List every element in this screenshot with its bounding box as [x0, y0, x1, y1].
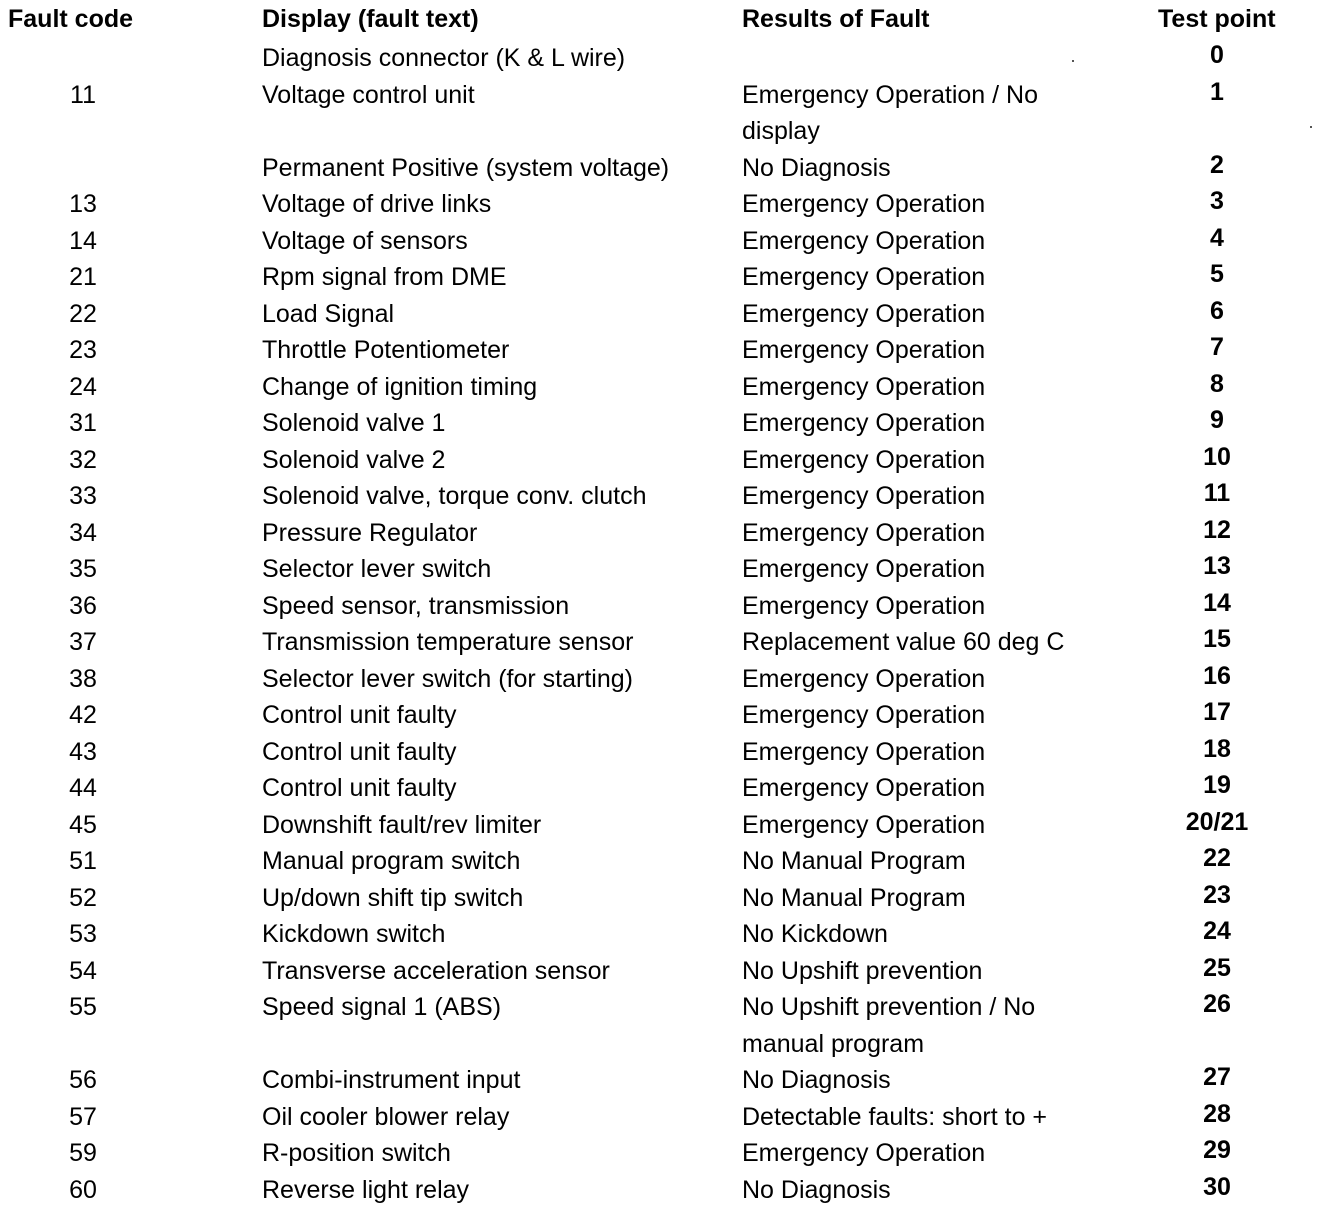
- fault-code-cell: 38: [69, 664, 97, 693]
- display-text-cell: Control unit faulty: [262, 774, 457, 802]
- test-point-cell: 30: [1203, 1172, 1231, 1201]
- result-cell: Emergency Operation: [742, 226, 986, 255]
- display-text-cell: Solenoid valve, torque conv. clutch: [262, 482, 647, 510]
- display-text-cell: Manual program switch: [262, 847, 521, 875]
- fault-code-cell: 51: [69, 847, 97, 875]
- display-text-cell: Downshift fault/rev limiter: [262, 810, 542, 839]
- table-header: [0, 4, 1328, 38]
- test-point-cell: 3: [1210, 187, 1224, 215]
- test-point-cell: 18: [1203, 734, 1231, 763]
- table-row: [0, 1172, 1328, 1208]
- test-point-cell: 15: [1203, 625, 1231, 653]
- display-text-cell: Solenoid valve 1: [262, 409, 446, 437]
- fault-code-cell: 42: [69, 701, 97, 729]
- table-row: [0, 807, 1328, 844]
- result-cell: Emergency Operation: [742, 518, 986, 547]
- table-row: [0, 40, 1328, 77]
- table-row: [0, 332, 1328, 369]
- display-text-cell: Oil cooler blower relay: [262, 1102, 510, 1131]
- test-point-cell: 25: [1203, 953, 1231, 982]
- table-row: [0, 296, 1328, 333]
- display-text-cell: Speed signal 1 (ABS): [262, 993, 502, 1021]
- table-row: [0, 259, 1328, 296]
- table-row: [0, 661, 1328, 698]
- table-row: [0, 770, 1328, 807]
- result-cell: Emergency Operation: [742, 1139, 986, 1167]
- table-row: [0, 551, 1328, 588]
- header-display: Display (fault text): [262, 5, 479, 33]
- test-point-cell: 7: [1210, 333, 1224, 361]
- fault-code-cell: 54: [69, 956, 97, 985]
- test-point-cell: 13: [1203, 552, 1231, 580]
- table-row: [0, 843, 1328, 880]
- fault-code-cell: 55: [69, 993, 97, 1021]
- result-cell: No Diagnosis: [742, 1066, 891, 1094]
- fault-code-cell: 60: [69, 1175, 97, 1204]
- display-text-cell: Transverse acceleration sensor: [262, 956, 610, 985]
- result-cell: Emergency Operation: [742, 737, 986, 766]
- test-point-cell: 1: [1210, 77, 1224, 106]
- test-point-cell: 0: [1210, 41, 1224, 69]
- fault-code-cell: 21: [69, 263, 97, 291]
- result-cell: Emergency Operation: [742, 482, 986, 510]
- result-cell: No Upshift prevention: [742, 956, 983, 985]
- test-point-cell: 27: [1203, 1063, 1231, 1091]
- test-point-cell: 8: [1210, 369, 1224, 398]
- fault-code-cell: 59: [69, 1139, 97, 1167]
- table-row: [0, 405, 1328, 442]
- result-cell: Emergency Operation / No display: [742, 80, 1038, 145]
- scan-speck: [1072, 60, 1074, 62]
- test-point-cell: 16: [1203, 661, 1231, 690]
- test-point-cell: 17: [1203, 698, 1231, 726]
- display-text-cell: Permanent Positive (system voltage): [262, 153, 670, 182]
- display-text-cell: Speed sensor, transmission: [262, 591, 570, 620]
- result-cell: Emergency Operation: [742, 701, 986, 729]
- fault-code-cell: 24: [69, 372, 97, 401]
- test-point-cell: 22: [1203, 844, 1231, 872]
- table-row: [0, 1062, 1328, 1099]
- table-row: [0, 1135, 1328, 1172]
- display-text-cell: Selector lever switch (for starting): [262, 664, 633, 693]
- test-point-cell: 23: [1203, 880, 1231, 909]
- display-text-cell: Control unit faulty: [262, 701, 457, 729]
- test-point-cell: 10: [1203, 442, 1231, 471]
- display-text-cell: Combi-instrument input: [262, 1066, 521, 1094]
- fault-code-cell: 11: [70, 80, 96, 109]
- fault-code-cell: 53: [69, 920, 97, 948]
- result-cell: Emergency Operation: [742, 409, 986, 437]
- test-point-cell: 20/21: [1185, 807, 1249, 836]
- table-row: [0, 77, 1328, 150]
- table-row: [0, 989, 1328, 1062]
- fault-code-cell: 57: [69, 1102, 97, 1131]
- table-row: [0, 515, 1328, 552]
- test-point-cell: 6: [1210, 296, 1224, 325]
- scan-speck: [1310, 126, 1312, 128]
- header-fault-code: Fault code: [8, 5, 134, 33]
- result-cell: No Diagnosis: [742, 1175, 891, 1204]
- table-row: [0, 369, 1328, 406]
- table-row: [0, 953, 1328, 990]
- result-cell: Emergency Operation: [742, 664, 986, 693]
- fault-code-cell: 13: [69, 190, 97, 218]
- display-text-cell: Pressure Regulator: [262, 518, 478, 547]
- table-row: [0, 624, 1328, 661]
- table-row: [0, 916, 1328, 953]
- display-text-cell: Change of ignition timing: [262, 372, 538, 401]
- result-cell: Emergency Operation: [742, 555, 986, 583]
- result-cell: Detectable faults: short to +: [742, 1102, 1048, 1131]
- table-row: [0, 880, 1328, 917]
- fault-code-cell: 31: [69, 409, 97, 437]
- result-cell: Emergency Operation: [742, 336, 986, 364]
- result-cell: Emergency Operation: [742, 372, 986, 401]
- result-cell: Replacement value 60 deg C: [742, 628, 1065, 656]
- test-point-cell: 29: [1203, 1136, 1231, 1164]
- test-point-cell: 28: [1203, 1099, 1231, 1128]
- display-text-cell: Up/down shift tip switch: [262, 883, 524, 912]
- test-point-cell: 19: [1203, 771, 1231, 799]
- header-test-point: Test point: [1158, 5, 1276, 33]
- table-row: [0, 186, 1328, 223]
- result-cell: Emergency Operation: [742, 810, 986, 839]
- test-point-cell: 14: [1203, 588, 1231, 617]
- fault-code-cell: 33: [69, 482, 97, 510]
- result-cell: No Kickdown: [742, 920, 888, 948]
- test-point-cell: 12: [1203, 515, 1231, 544]
- display-text-cell: Voltage of drive links: [262, 190, 492, 218]
- display-text-cell: Selector lever switch: [262, 555, 492, 583]
- fault-code-cell: 34: [69, 518, 97, 547]
- result-cell: Emergency Operation: [742, 263, 986, 291]
- fault-code-cell: 43: [69, 737, 97, 766]
- result-cell: Emergency Operation: [742, 591, 986, 620]
- fault-code-cell: 36: [69, 591, 97, 620]
- result-cell: No Upshift prevention / No manual program: [742, 993, 1036, 1058]
- fault-code-cell: 23: [69, 336, 97, 364]
- fault-code-cell: 56: [69, 1066, 97, 1094]
- display-text-cell: Load Signal: [262, 299, 395, 328]
- fault-code-cell: 52: [69, 883, 97, 912]
- result-cell: No Diagnosis: [742, 153, 891, 182]
- fault-code-cell: 45: [69, 810, 97, 839]
- test-point-cell: 11: [1203, 479, 1231, 507]
- table-row: [0, 1099, 1328, 1136]
- table-row: [0, 150, 1328, 187]
- result-cell: Emergency Operation: [742, 299, 986, 328]
- fault-code-cell: 22: [69, 299, 97, 328]
- table-row: [0, 697, 1328, 734]
- test-point-cell: 5: [1210, 260, 1224, 288]
- display-text-cell: Throttle Potentiometer: [262, 336, 510, 364]
- display-text-cell: Voltage control unit: [262, 80, 475, 109]
- display-text-cell: Solenoid valve 2: [262, 445, 446, 474]
- display-text-cell: Kickdown switch: [262, 920, 446, 948]
- display-text-cell: Diagnosis connector (K & L wire): [262, 44, 626, 72]
- result-cell: Emergency Operation: [742, 774, 986, 802]
- table-row: [0, 442, 1328, 479]
- result-cell: Emergency Operation: [742, 445, 986, 474]
- table-row: [0, 734, 1328, 771]
- display-text-cell: Voltage of sensors: [262, 226, 468, 255]
- test-point-cell: 9: [1210, 406, 1224, 434]
- test-point-cell: 26: [1203, 990, 1231, 1018]
- test-point-cell: 2: [1210, 150, 1224, 179]
- display-text-cell: Control unit faulty: [262, 737, 457, 766]
- fault-code-cell: 14: [69, 226, 97, 255]
- header-results: Results of Fault: [742, 5, 930, 33]
- fault-code-cell: 37: [69, 628, 97, 656]
- table-row: [0, 588, 1328, 625]
- test-point-cell: 24: [1203, 917, 1231, 945]
- result-cell: Emergency Operation: [742, 190, 986, 218]
- display-text-cell: Transmission temperature sensor: [262, 628, 634, 656]
- display-text-cell: R-position switch: [262, 1139, 451, 1167]
- result-cell: No Manual Program: [742, 883, 966, 912]
- fault-code-cell: 32: [69, 445, 97, 474]
- display-text-cell: Rpm signal from DME: [262, 263, 507, 291]
- display-text-cell: Reverse light relay: [262, 1175, 470, 1204]
- result-cell: No Manual Program: [742, 847, 966, 875]
- fault-code-cell: 44: [69, 774, 97, 802]
- fault-code-cell: 35: [69, 555, 97, 583]
- test-point-cell: 4: [1210, 223, 1224, 252]
- table-row: [0, 223, 1328, 260]
- table-body: [0, 40, 1328, 1208]
- table-row: [0, 478, 1328, 515]
